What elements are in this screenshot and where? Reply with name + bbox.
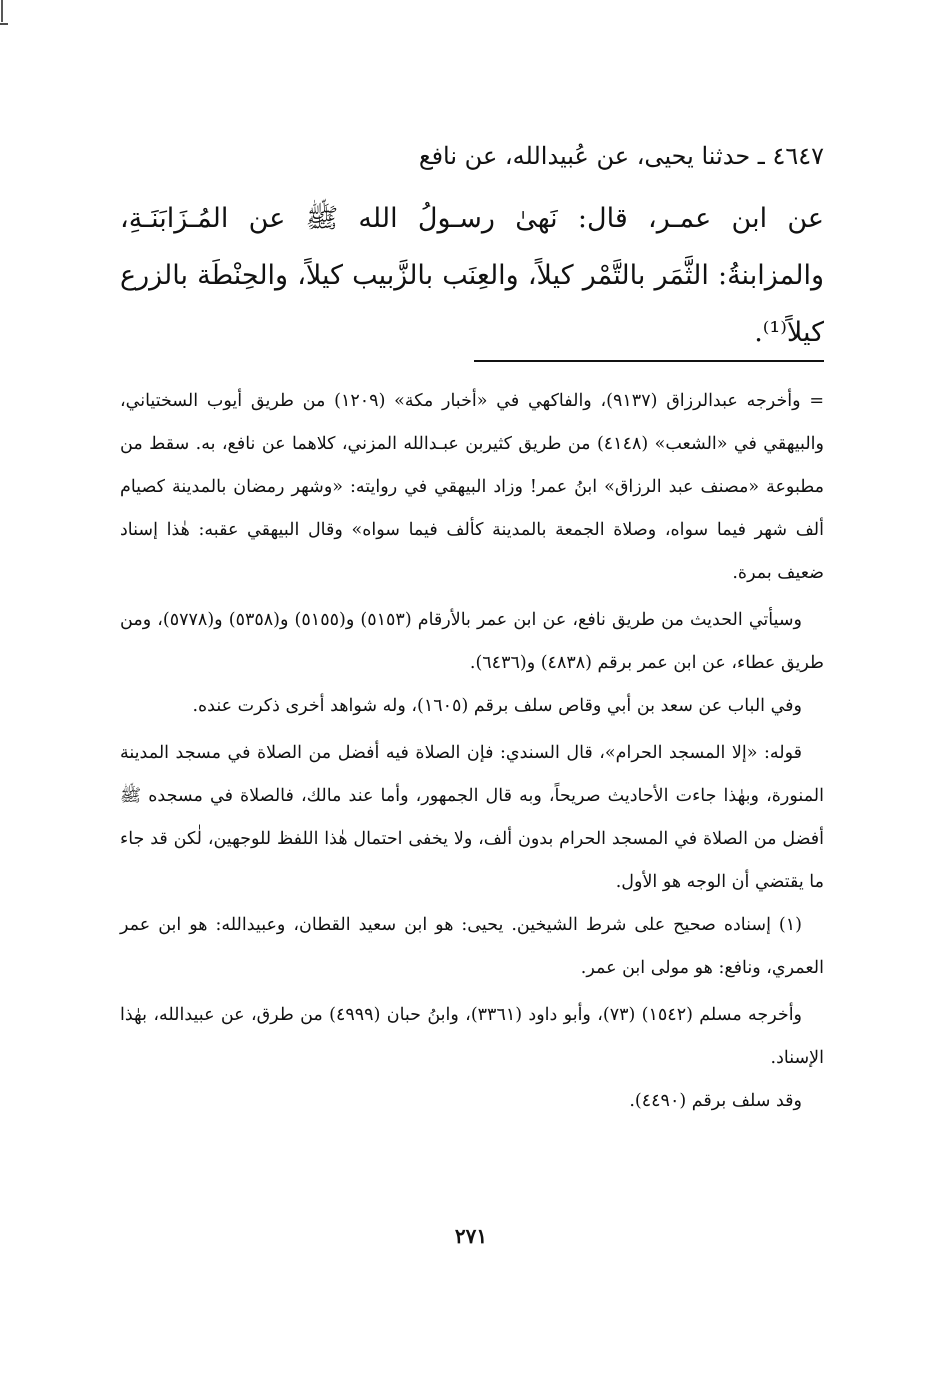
hadith-heading: ٤٦٤٧ ـ حدثنا يحيى، عن عُبيدالله، عن نافع: [418, 142, 824, 170]
hadith-text: عن ابن عمـر، قال: نَهىٰ رسـولُ الله ﷺ عن المُـزَابَنَـةِ، والمزابنةُ: الثَّمَر بالتَّمْر كيلاً، والعِنَب بالزَّبيب كيلاً، والحِنْطَة بالزرع كيلاً⁽¹⁾.: [120, 203, 824, 348]
corner-mark: [0, 0, 14, 30]
footnote-1: (١) إسناده صحيح على شرط الشيخين. يحيى: هو ابن سعيد القطان، وعبيدالله: هو ابن عمر العمري، ونافع: هو مولى ابن عمر.: [120, 915, 824, 978]
note-paragraph: وفي الباب عن سعد بن أبي وقاص سلف برقم (١٦٠٥)، وله شواهد أخرى ذكرت عنده.: [192, 696, 802, 716]
footnotes: [120, 380, 824, 1123]
page-number: ٢٧١: [454, 1224, 488, 1248]
note-paragraph: وقد سلف برقم (٤٤٩٠).: [629, 1091, 802, 1111]
note-paragraph: وسيأتي الحديث من طريق نافع، عن ابن عمر بالأرقام (٥١٥٣) و(٥١٥٥) و(٥٣٥٨) و(٥٧٧٨)، ومن طريق عطاء، عن ابن عمر برقم (٤٨٣٨) و(٦٤٣٦).: [120, 610, 824, 673]
note-paragraph: وأخرجه مسلم (١٥٤٢) (٧٣)، وأبو داود (٣٣٦١)، وابنُ حبان (٤٩٩٩) من طرق، عن عبيدالله، بهٰذا الإسناد.: [120, 1005, 824, 1068]
footnote-divider: [474, 360, 824, 362]
note-paragraph: = وأخرجه عبدالرزاق (٩١٣٧)، والفاكهي في «أخبار مكة» (١٢٠٩) من طريق أيوب السختياني، والبيهقي في «الشعب» (٤١٤٨) من طريق كثيربن عبـدالله المزني، كلاهما عن نافع، به. سقط من مطبوعة «مصنف عبد الرزاق» ابنُ عمر! وزاد البيهقي في روايته: «وشهر رمضان بالمدينة كصيام ألف شهر فيما سواه، وصلاة الجمعة بالمدينة كألف فيما سواه» وقال البيهقي عقبه: هٰذا إسناد ضعيف بمرة.: [120, 391, 825, 583]
note-paragraph: قوله: «إلا المسجد الحرام»، قال السندي: فإن الصلاة فيه أفضل من الصلاة في مسجد المدينة المنورة، وبهٰذا جاءت الأحاديث صريحاً، وبه قال الجمهور، وأما عند مالك، فالصلاة في مسجده ﷺ أفضل من الصلاة في المسجد الحرام بدون ألف، ولا يخفى احتمال هٰذا اللفظ للوجهين، لٰكن قد جاء ما يقتضي أن الوجه هو الأول.: [120, 743, 824, 892]
